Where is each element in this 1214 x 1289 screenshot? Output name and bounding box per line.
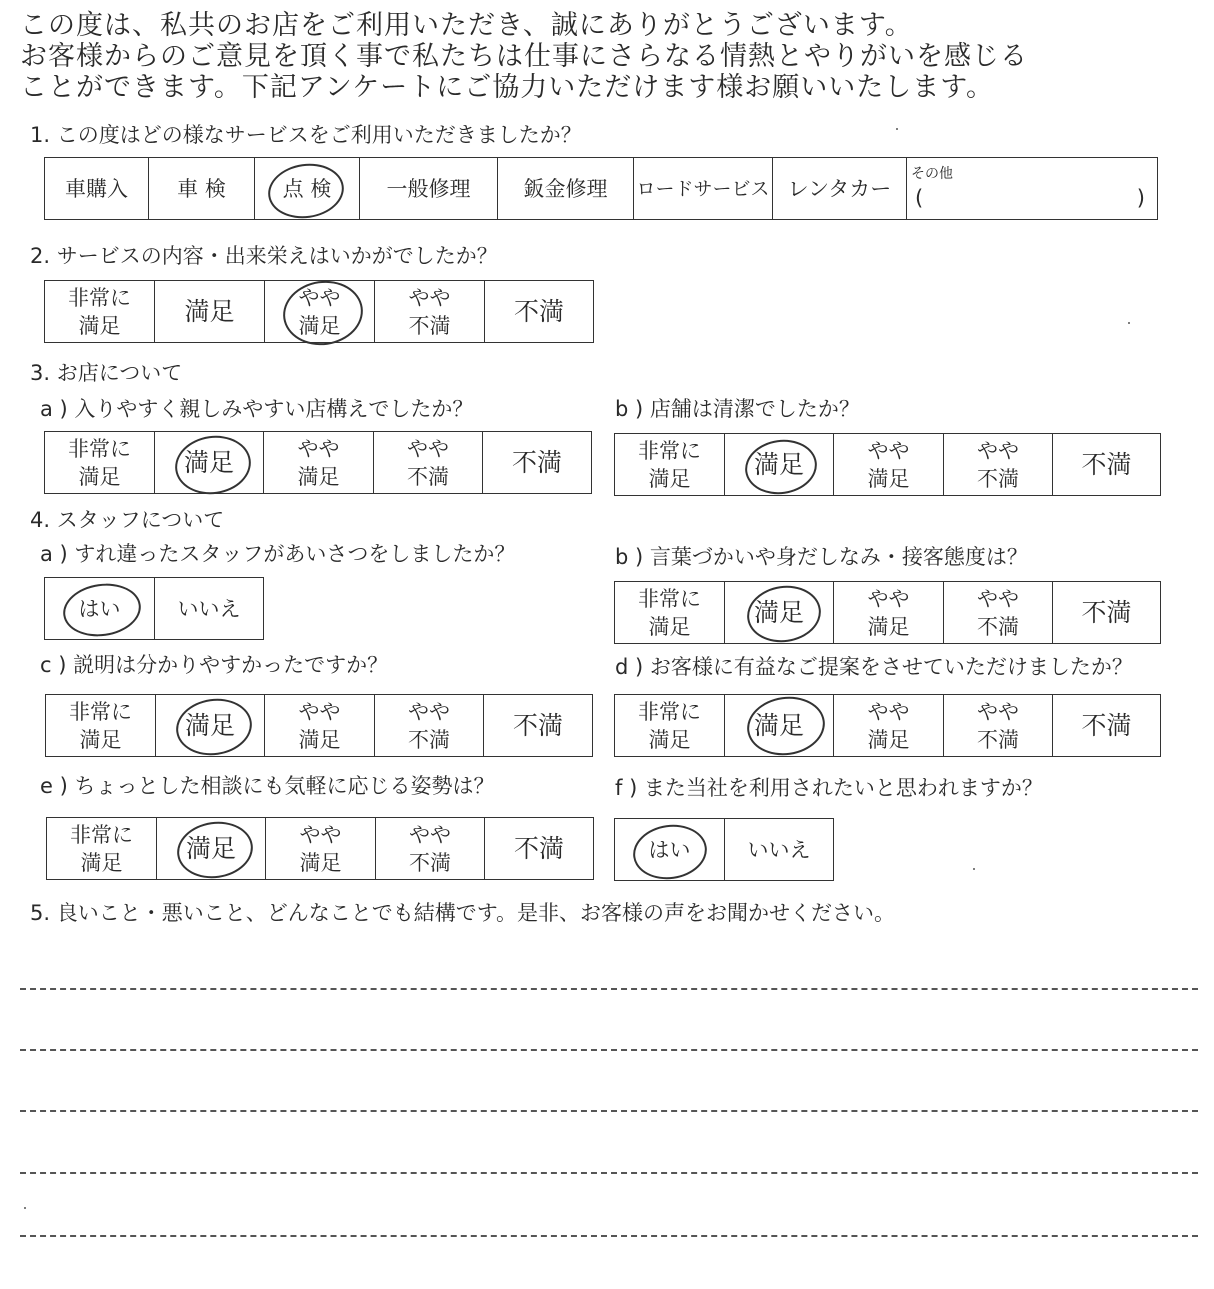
q4a-title: a ) すれ違ったスタッフがあいさつをしましたか？ xyxy=(40,542,516,566)
q4e-options xyxy=(46,817,594,880)
option-label: 非常に 満足 xyxy=(70,822,133,875)
q4d-title: d ) お客様に有益なご提案をさせていただけましたか？ xyxy=(615,655,1133,679)
q4a-option-0[interactable] xyxy=(45,578,155,639)
q4c-option-0[interactable] xyxy=(46,695,156,756)
option-label: 満足 xyxy=(184,710,235,740)
intro-line-3: ことができます。下記アンケートにご協力いただけます様お願いいたします。 xyxy=(20,72,995,103)
q4d-option-4[interactable] xyxy=(1053,695,1160,756)
q3b-option-1[interactable] xyxy=(725,434,834,495)
comment-line-5[interactable] xyxy=(20,1235,1198,1237)
q3a-title: a ) 入りやすく親しみやすい店構えでしたか？ xyxy=(40,397,474,421)
q3a-options xyxy=(44,431,592,494)
scan-speck xyxy=(896,128,898,130)
option-label: 点 検 xyxy=(282,176,332,201)
option-label: 鈑金修理 xyxy=(523,176,608,201)
q1-option-6[interactable] xyxy=(773,158,907,219)
q4c-options xyxy=(45,694,593,757)
option-label: 非常に 満足 xyxy=(69,699,132,752)
option-label: 満足 xyxy=(753,710,804,740)
option-label: やや 満足 xyxy=(867,586,910,639)
scan-speck xyxy=(1128,322,1130,324)
option-label: やや 不満 xyxy=(977,699,1019,752)
comment-line-3[interactable] xyxy=(20,1110,1198,1112)
q2-option-4[interactable] xyxy=(485,281,593,342)
option-label: やや 満足 xyxy=(867,438,910,491)
q4f-option-1[interactable] xyxy=(725,819,833,880)
intro-line-2: お客様からのご意見を頂く事で私たちは仕事にさらなる情熱とやりがいを感じる xyxy=(20,41,1028,72)
q4f-option-0[interactable] xyxy=(615,819,725,880)
q4c-option-1[interactable] xyxy=(156,695,265,756)
q2-option-2[interactable] xyxy=(265,281,375,342)
q3b-option-4[interactable] xyxy=(1053,434,1160,495)
option-label: はい xyxy=(648,837,691,862)
option-label: 不満 xyxy=(513,833,564,863)
q1-options xyxy=(44,157,1158,220)
option-label: やや 不満 xyxy=(409,822,451,875)
option-label: レンタカー xyxy=(787,176,892,201)
q4d-options xyxy=(614,694,1161,757)
q4b-option-4[interactable] xyxy=(1053,582,1160,643)
option-label: 満足 xyxy=(753,449,804,479)
q3b-option-3[interactable] xyxy=(944,434,1053,495)
q5-title: 5. 良いこと・悪いこと、どんなことでも結構です。是非、お客様の声をお聞かせください。 xyxy=(30,901,896,925)
scan-speck xyxy=(973,868,975,870)
q4b-option-1[interactable] xyxy=(725,582,834,643)
q2-title: 2. サービスの内容・出来栄えはいかがでしたか？ xyxy=(30,244,498,268)
q4c-option-2[interactable] xyxy=(265,695,375,756)
q4b-option-0[interactable] xyxy=(615,582,725,643)
option-label: やや 満足 xyxy=(867,699,910,752)
q3a-option-2[interactable] xyxy=(264,432,374,493)
option-label: やや 満足 xyxy=(298,699,341,752)
option-label: 不満 xyxy=(512,710,563,740)
q2-option-3[interactable] xyxy=(375,281,485,342)
other-close-paren: ) xyxy=(1136,186,1145,210)
other-open-paren: ( xyxy=(915,186,924,210)
q4d-option-2[interactable] xyxy=(834,695,944,756)
option-label: 非常に 満足 xyxy=(638,699,701,752)
option-label: 不満 xyxy=(513,296,564,326)
q3b-options xyxy=(614,433,1161,496)
option-label: やや 不満 xyxy=(407,436,449,489)
intro-line-1: この度は、私共のお店をご利用いただき、誠にありがとうございます。 xyxy=(20,10,913,41)
q2-option-0[interactable] xyxy=(45,281,155,342)
q1-title: 1. この度はどの様なサービスをご利用いただきましたか？ xyxy=(30,123,582,147)
option-label: やや 不満 xyxy=(408,285,451,338)
q1-option-5[interactable] xyxy=(634,158,773,219)
option-label: 満足 xyxy=(184,296,235,326)
option-label: 満足 xyxy=(753,597,804,627)
q4b-option-3[interactable] xyxy=(944,582,1053,643)
q4e-option-4[interactable] xyxy=(485,818,593,879)
q2-options xyxy=(44,280,594,343)
q3b-option-2[interactable] xyxy=(834,434,944,495)
option-label: 一般修理 xyxy=(386,176,471,201)
q3a-option-3[interactable] xyxy=(374,432,483,493)
option-label: 非常に 満足 xyxy=(68,285,131,338)
q1-option-3[interactable] xyxy=(360,158,498,219)
q4f-options xyxy=(614,818,834,881)
option-label: 不満 xyxy=(511,447,562,477)
q4d-option-3[interactable] xyxy=(944,695,1053,756)
q4f-title: f ) また当社を利用されたいと思われますか？ xyxy=(615,776,1043,800)
option-label: やや 不満 xyxy=(977,586,1019,639)
option-label: 不満 xyxy=(1081,449,1132,479)
option-label: ロードサービス xyxy=(636,177,770,200)
q4e-option-3[interactable] xyxy=(376,818,485,879)
q4c-option-4[interactable] xyxy=(484,695,592,756)
q4c-option-3[interactable] xyxy=(375,695,484,756)
q4-title: 4. スタッフについて xyxy=(30,508,225,532)
q1-option-4[interactable] xyxy=(498,158,634,219)
option-label: はい xyxy=(78,596,121,621)
q4c-title: c ) 説明は分かりやすかったですか？ xyxy=(40,653,389,677)
option-label: 非常に 満足 xyxy=(638,438,701,491)
option-label: 満足 xyxy=(185,833,236,863)
q1-option-0[interactable] xyxy=(45,158,149,219)
q4e-option-2[interactable] xyxy=(266,818,376,879)
scan-speck xyxy=(24,1207,26,1209)
other-caption: その他 xyxy=(911,166,953,182)
q4a-option-1[interactable] xyxy=(155,578,263,639)
q4b-option-2[interactable] xyxy=(834,582,944,643)
q3a-option-1[interactable] xyxy=(155,432,264,493)
option-label: 満足 xyxy=(183,447,234,477)
q3a-option-0[interactable] xyxy=(45,432,155,493)
q3-title: 3. お店について xyxy=(30,361,183,385)
option-label: いいえ xyxy=(747,837,811,862)
q4b-title: b ) 言葉づかいや身だしなみ・接客態度は？ xyxy=(615,545,1028,569)
option-label: 非常に 満足 xyxy=(68,436,131,489)
q4d-option-1[interactable] xyxy=(725,695,834,756)
q4e-option-1[interactable] xyxy=(157,818,266,879)
option-label: やや 不満 xyxy=(977,438,1019,491)
option-label: やや 満足 xyxy=(297,436,340,489)
q3b-title: b ) 店舗は清潔でしたか？ xyxy=(615,397,860,421)
q4d-option-0[interactable] xyxy=(615,695,725,756)
option-label: 車 検 xyxy=(177,176,226,201)
option-label: 車購入 xyxy=(65,176,128,201)
option-label: いいえ xyxy=(177,596,241,621)
q1-option-2[interactable] xyxy=(255,158,360,219)
option-label: 非常に 満足 xyxy=(638,586,701,639)
q1-option-other[interactable] xyxy=(907,158,1157,219)
q4e-title: e ) ちょっとした相談にも気軽に応じる姿勢は？ xyxy=(40,774,495,798)
option-label: やや 不満 xyxy=(408,699,450,752)
comment-line-1[interactable] xyxy=(20,988,1198,990)
option-label: やや 満足 xyxy=(298,285,341,338)
intro-text xyxy=(20,10,1200,103)
comment-line-4[interactable] xyxy=(20,1172,1198,1174)
comment-line-2[interactable] xyxy=(20,1049,1198,1051)
q4a-options xyxy=(44,577,264,640)
q1-option-1[interactable] xyxy=(149,158,255,219)
option-label: やや 満足 xyxy=(299,822,342,875)
q3b-option-0[interactable] xyxy=(615,434,725,495)
q4b-options xyxy=(614,581,1161,644)
option-label: 不満 xyxy=(1081,710,1132,740)
q2-option-1[interactable] xyxy=(155,281,265,342)
option-label: 不満 xyxy=(1081,597,1132,627)
q4e-option-0[interactable] xyxy=(47,818,157,879)
q3a-option-4[interactable] xyxy=(483,432,591,493)
